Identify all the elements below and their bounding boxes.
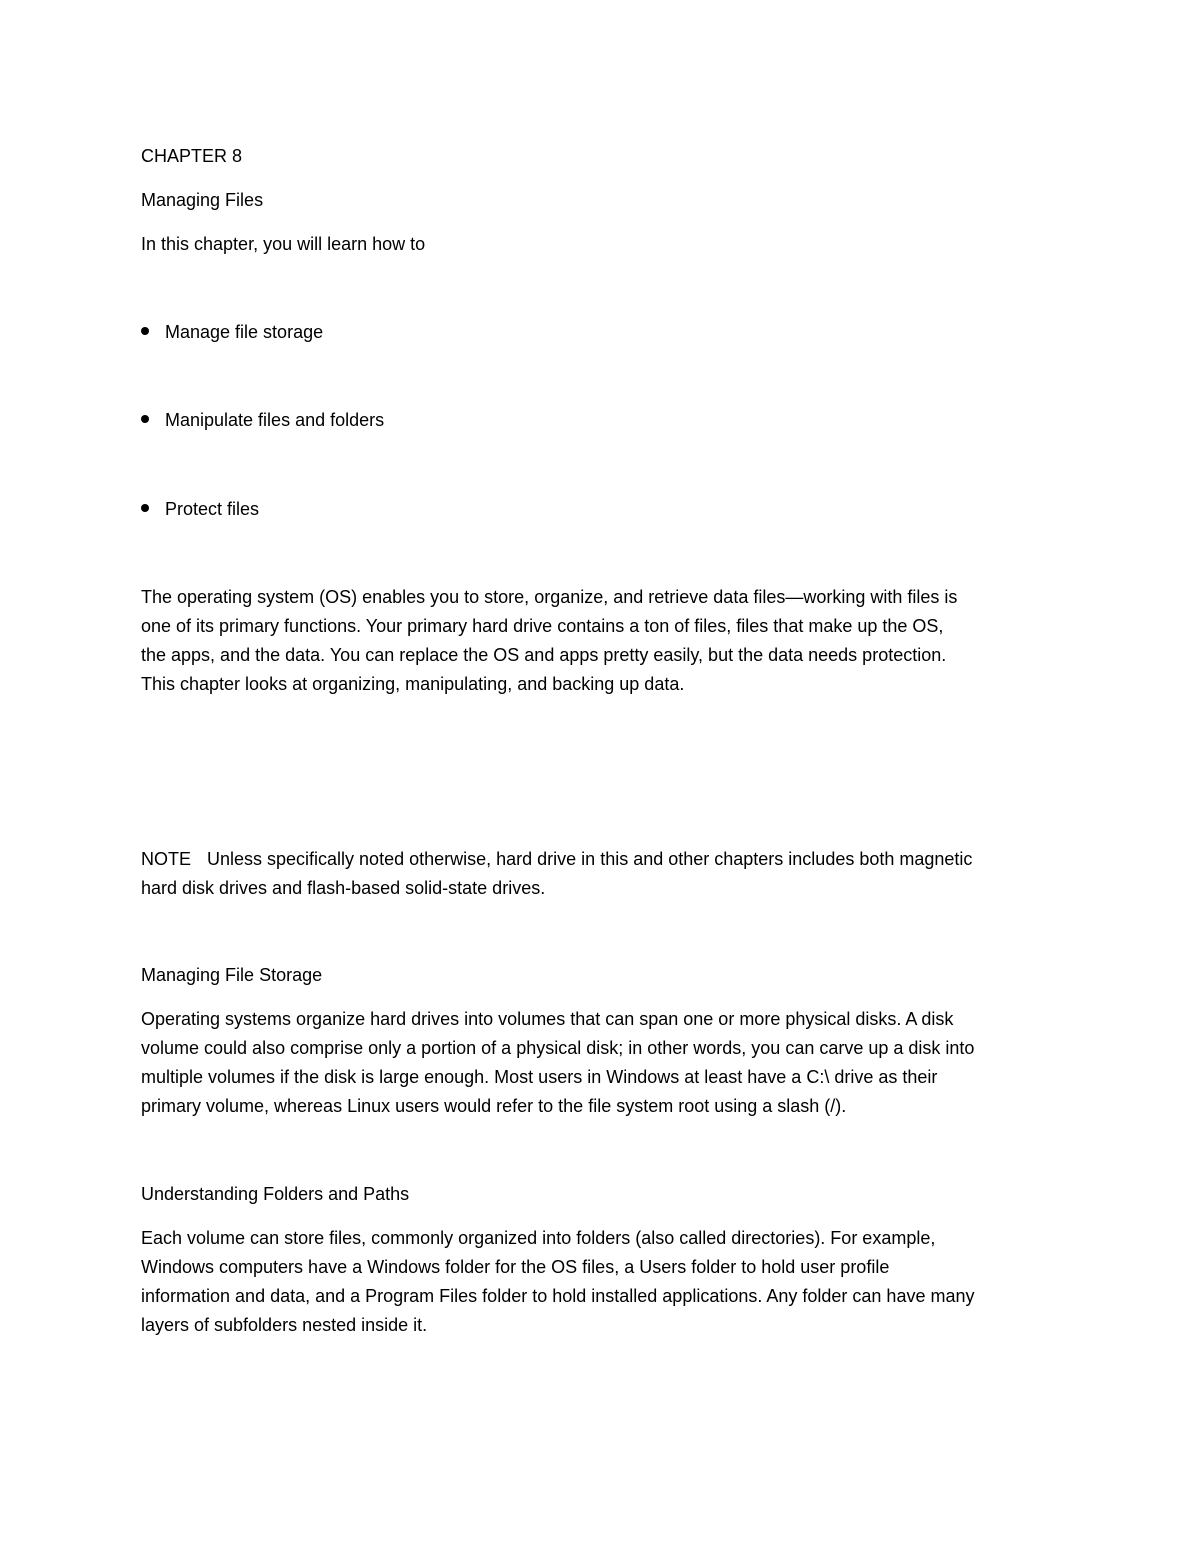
objective-item (141, 406, 384, 435)
note-label: NOTE (141, 849, 192, 869)
objective-item (141, 495, 259, 524)
paragraph-line: The operating system (OS) enables you to store, organize, and retrieve data files—working with files is (141, 587, 958, 607)
paragraph-line: Operating systems organize hard drives into volumes that can span one or more physical disks. A disk (141, 1009, 954, 1029)
paragraph-line: This chapter looks at organizing, manipulating, and backing up data. (141, 674, 685, 694)
note-line (141, 845, 972, 874)
note-text: Unless specifically noted otherwise, hard drive in this and other chapters includes both magnetic (207, 849, 973, 869)
paragraph-line: one of its primary functions. Your primary hard drive contains a ton of files, files that make up the OS, (141, 616, 944, 636)
paragraph-line: Each volume can store files, commonly organized into folders (also called directories). For example, (141, 1228, 936, 1248)
objective-text: Manipulate files and folders (165, 410, 385, 430)
bullet-icon (141, 327, 149, 335)
objective-text: Protect files (165, 499, 260, 519)
paragraph-line: primary volume, whereas Linux users would refer to the file system root using a slash (/). (141, 1096, 847, 1116)
paragraph-line: the apps, and the data. You can replace the OS and apps pretty easily, but the data needs protection. (141, 645, 947, 665)
bullet-icon (141, 504, 149, 512)
section-heading: Understanding Folders and Paths (141, 1184, 410, 1204)
paragraph-line: information and data, and a Program Files folder to hold installed applications. Any folder can have many (141, 1286, 975, 1306)
section-heading: Managing File Storage (141, 965, 323, 985)
chapter-label: CHAPTER 8 (141, 146, 243, 166)
paragraph-line: multiple volumes if the disk is large enough. Most users in Windows at least have a C:\ drive as their (141, 1067, 938, 1087)
paragraph-line: layers of subfolders nested inside it. (141, 1315, 428, 1335)
bullet-icon (141, 415, 149, 423)
objective-text: Manage file storage (165, 322, 324, 342)
chapter-title: Managing Files (141, 190, 264, 210)
note-line: hard disk drives and flash-based solid-state drives. (141, 878, 546, 898)
paragraph-line: Windows computers have a Windows folder for the OS files, a Users folder to hold user profile (141, 1257, 890, 1277)
intro-line: In this chapter, you will learn how to (141, 234, 426, 254)
paragraph-line: volume could also comprise only a portion of a physical disk; in other words, you can carve up a disk into (141, 1038, 975, 1058)
objective-item (141, 318, 323, 347)
